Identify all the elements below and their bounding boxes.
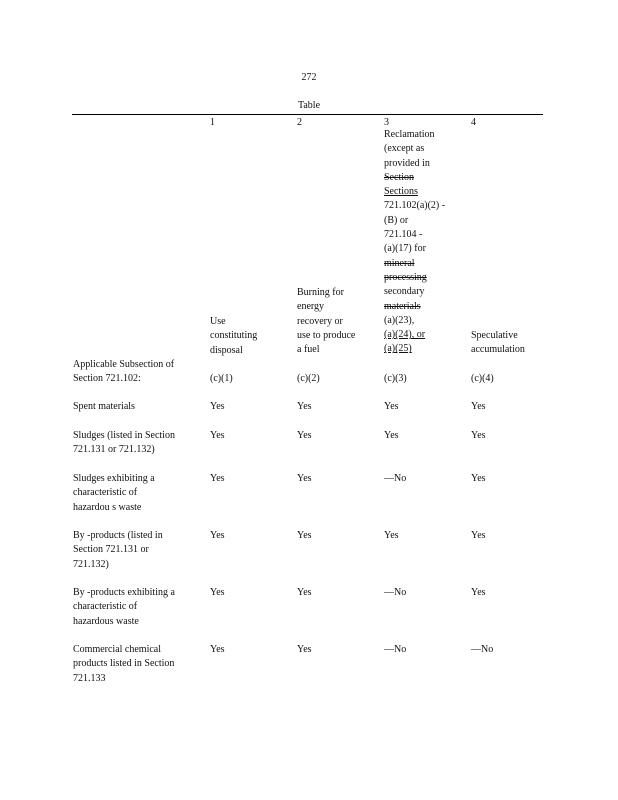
header-line: a fuel [297, 344, 320, 356]
table-cell: Yes [384, 401, 399, 412]
label-line: hazardous waste [73, 615, 139, 627]
column-header-3 [384, 128, 454, 357]
table-cell: Yes [471, 530, 486, 541]
table-cell: Yes [471, 587, 486, 598]
header-line: (a)(25) [384, 343, 412, 355]
header-line: secondary [384, 286, 425, 298]
subsection-code-2: (c)(2) [297, 373, 320, 384]
column-number-2: 2 [297, 117, 302, 128]
label-line: 721.131 or 721.132) [73, 444, 155, 456]
label-line: hazardou s waste [73, 501, 142, 513]
page-number: 272 [301, 72, 317, 83]
table-row-label [73, 586, 193, 629]
label-line: Sludges exhibiting a [73, 473, 155, 484]
table-cell: —No [384, 587, 407, 598]
table-cell: Yes [471, 473, 486, 484]
table-row-label [73, 400, 193, 414]
header-line: 721.102(a)(2) - [384, 200, 446, 212]
label-line: 721.133 [73, 672, 106, 684]
label-line: Commercial chemical [73, 644, 162, 655]
table-cell: Yes [297, 430, 312, 441]
header-line: constituting [210, 330, 258, 342]
table-top-rule [72, 114, 543, 115]
label-line: 721.132) [73, 558, 109, 570]
table-cell: —No [384, 644, 407, 655]
header-line: Sections [384, 186, 418, 198]
label-line: Applicable Subsection of [73, 359, 175, 370]
table-cell: Yes [384, 430, 399, 441]
table-cell: Yes [297, 401, 312, 412]
header-line: use to produce [297, 329, 356, 341]
header-line: (except as [384, 143, 425, 155]
label-line: By -products (listed in [73, 530, 163, 541]
subsection-code-4: (c)(4) [471, 373, 494, 384]
header-line: Use [210, 316, 226, 327]
subsection-code-3: (c)(3) [384, 373, 407, 384]
label-line: By -products exhibiting a [73, 587, 175, 598]
table-cell: Yes [384, 530, 399, 541]
header-line: (a)(23), [384, 314, 415, 326]
table-cell: —No [471, 644, 494, 655]
table-cell: Yes [297, 587, 312, 598]
header-line: mineral [384, 257, 415, 269]
header-line: (a)(24), or [384, 329, 426, 341]
header-line: accumulation [471, 344, 525, 356]
table-cell: Yes [297, 530, 312, 541]
table-cell: Yes [210, 644, 225, 655]
header-line: (a)(17) for [384, 243, 426, 255]
header-line: 721.104 - [384, 229, 423, 241]
header-line: (B) or [384, 214, 409, 226]
column-header-1 [210, 315, 280, 358]
label-line: characteristic of [73, 601, 138, 613]
header-line: energy [297, 301, 325, 313]
label-line: products listed in Section [73, 658, 175, 670]
header-line: processing [384, 271, 427, 283]
header-line: recovery or [297, 315, 343, 327]
applicable-subsection-label [73, 358, 193, 387]
table-cell: Yes [210, 401, 225, 412]
table-cell: Yes [210, 430, 225, 441]
table-cell: Yes [297, 473, 312, 484]
header-line: Speculative [471, 330, 518, 341]
table-row-label [73, 643, 193, 686]
header-line: Burning for [297, 287, 344, 298]
header-line: disposal [210, 344, 243, 356]
header-line: provided in [384, 157, 430, 169]
column-header-2 [297, 286, 367, 357]
table-cell: Yes [297, 644, 312, 655]
table-row-label [73, 429, 193, 458]
header-line: Reclamation [384, 129, 435, 140]
table-title: Table [297, 100, 321, 111]
column-number-1: 1 [210, 117, 215, 128]
table-cell: Yes [471, 401, 486, 412]
column-number-4: 4 [471, 117, 476, 128]
subsection-code-1: (c)(1) [210, 373, 233, 384]
column-header-4 [471, 329, 543, 358]
table-cell: Yes [471, 430, 486, 441]
label-line: characteristic of [73, 487, 138, 499]
label-line: Spent materials [73, 401, 135, 412]
header-line: Section [384, 171, 414, 183]
column-number-3: 3 [384, 117, 389, 128]
label-line: Sludges (listed in Section [73, 430, 175, 441]
table-row-label [73, 472, 193, 515]
label-line: Section 721.131 or [73, 544, 149, 556]
table-cell: —No [384, 473, 407, 484]
table-cell: Yes [210, 473, 225, 484]
table-row-label [73, 529, 193, 572]
table-cell: Yes [210, 587, 225, 598]
table-cell: Yes [210, 530, 225, 541]
label-line: Section 721.102: [73, 373, 141, 385]
header-line: materials [384, 300, 421, 312]
